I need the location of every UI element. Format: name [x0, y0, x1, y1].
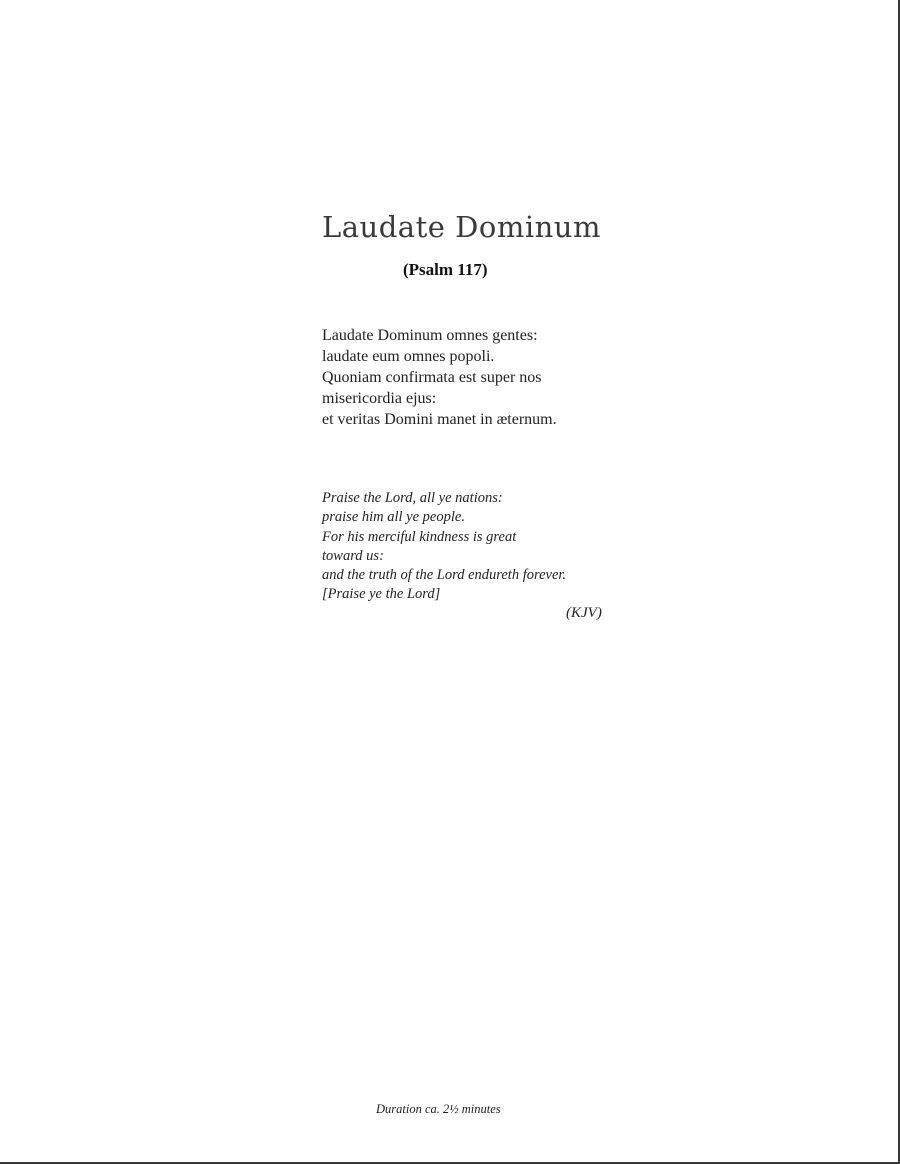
page-title: Laudate Dominum — [322, 210, 601, 244]
english-line: For his merciful kindness is great — [322, 528, 517, 545]
latin-line: Laudate Dominum omnes gentes: — [322, 327, 538, 344]
english-line: and the truth of the Lord endureth forever. — [322, 567, 567, 584]
english-line: [Praise ye the Lord] — [322, 586, 441, 603]
latin-line: misericordia ejus: — [322, 390, 437, 407]
latin-text-block — [322, 325, 557, 430]
english-line: toward us: — [322, 547, 384, 564]
latin-line: Quoniam confirmata est super nos — [322, 369, 542, 386]
latin-line: laudate eum omnes popoli. — [322, 348, 495, 365]
translation-attribution: (KJV) — [566, 605, 602, 621]
page-subtitle: (Psalm 117) — [403, 260, 488, 279]
english-line: praise him all ye people. — [322, 509, 465, 526]
latin-line: et veritas Domini manet in æternum. — [322, 411, 557, 428]
duration-note: Duration ca. 2½ minutes — [376, 1102, 501, 1116]
english-translation-block — [322, 489, 566, 605]
english-line: Praise the Lord, all ye nations: — [322, 490, 503, 506]
